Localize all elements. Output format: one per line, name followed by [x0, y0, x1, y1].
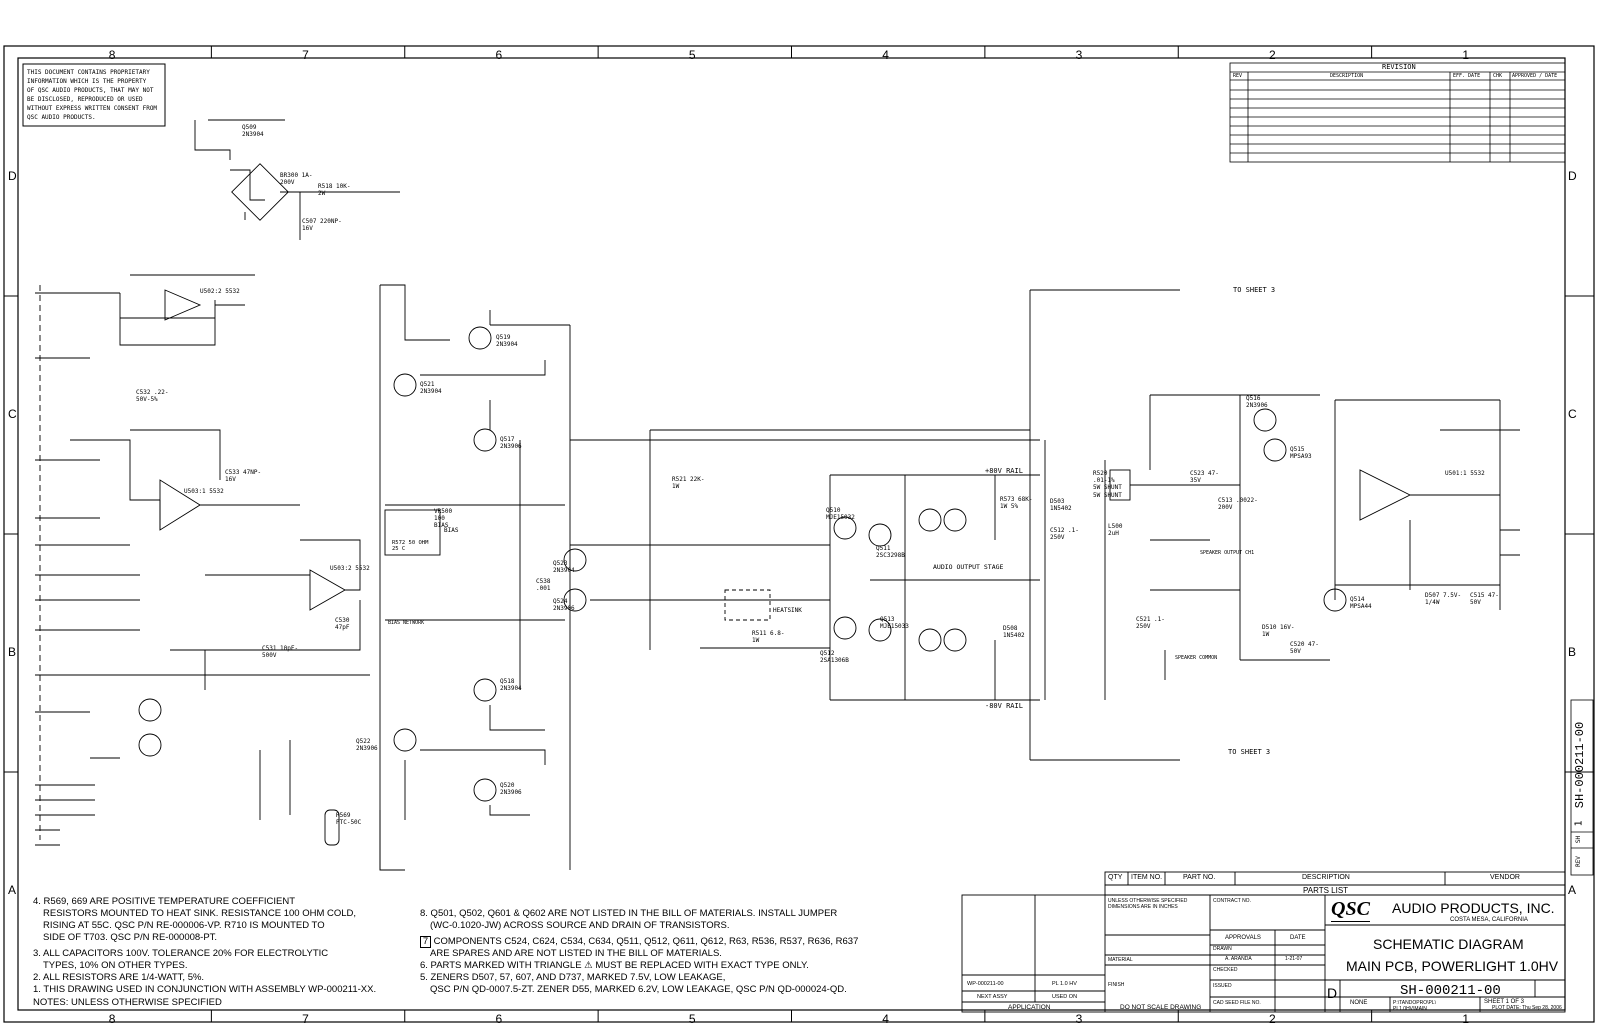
r572-label: R572 50 OHM 25 C — [392, 540, 429, 552]
note-3b: TYPES, 10% ON OTHER TYPES. — [43, 960, 188, 971]
u501-label: U501:1 5532 — [1445, 470, 1485, 477]
plot-date: PLOT DATE: Thu Sep 28, 2006 — [1492, 1005, 1562, 1011]
note-7a: COMPONENTS C524, C624, C534, C634, Q511, Q512, Q611, Q612, R63, R536, R537, R636, R637 — [433, 936, 859, 947]
note-5b: QSC P/N QD-0007.5-ZT. ZENER D55, MARKED 6.2V, LOW LEAKAGE, QSC P/N QD-000024-QD. — [430, 984, 847, 995]
to-sheet-3-bottom: TO SHEET 3 — [1228, 748, 1271, 756]
note-1: 1. THIS DRAWING USED IN CONJUNCTION WITH ASSEMBLY WP-000211-XX. — [33, 984, 377, 995]
vertical-sh: SH — [1575, 835, 1583, 844]
drawn-by: A. ARANDA — [1225, 956, 1252, 962]
approvals-label: APPROVALS — [1225, 935, 1261, 941]
drawing-title-1: SCHEMATIC DIAGRAM — [1373, 936, 1524, 952]
vertical-sheet: 1 — [1573, 820, 1585, 827]
c520-label: C520 47-50V — [1290, 641, 1319, 655]
qsc-logo: QSC — [1331, 898, 1370, 920]
zone-bottom-label: 2 — [1268, 1012, 1276, 1026]
note-7-box: 7 — [420, 936, 431, 948]
note-4d: SIDE OF T703. QSC P/N RE-000008-PT. — [43, 932, 218, 943]
q517-label: Q517 2N3906 — [500, 436, 522, 450]
q523-label: Q523 2N3904 — [553, 560, 575, 574]
c515-label: C515 47-50V — [1470, 592, 1499, 606]
revision-header-description: DESCRIPTION — [1330, 73, 1364, 79]
q519-label: Q519 2N3904 — [496, 334, 518, 348]
r511-label: R511 6.8-1W — [752, 630, 785, 644]
q513-label: Q513 MJE15033 — [880, 616, 909, 630]
parts-list-description: DESCRIPTION — [1302, 874, 1350, 881]
q511-label: Q511 2SC3298B — [876, 545, 905, 559]
q518-label: Q518 2N3904 — [500, 678, 522, 692]
zone-top-label: 2 — [1268, 48, 1276, 62]
zone-left-label: C — [8, 407, 17, 421]
zone-bottom-label: 7 — [302, 1012, 309, 1026]
q510-label: Q510 MJE15032 — [826, 507, 855, 521]
revision-header-rev: REV — [1233, 73, 1243, 79]
zone-top-label: 1 — [1462, 48, 1469, 62]
tolerances-text: UNLESS OTHERWISE SPECIFIED DIMENSIONS ARE IN INCHES — [1108, 898, 1188, 910]
next-assy-label: NEXT ASSY — [977, 994, 1008, 1000]
used-on-label: USED ON — [1052, 994, 1078, 1000]
zone-right-label: C — [1568, 407, 1577, 421]
audio-output-stage-label: AUDIO OUTPUT STAGE — [933, 563, 1004, 571]
br300-label: BR300 1A-200V — [280, 172, 313, 186]
u502-label: U502:2 5532 — [200, 288, 240, 295]
proprietary-line: QSC AUDIO PRODUCTS. — [27, 114, 96, 121]
r518-label: R518 10K-2W — [318, 183, 351, 197]
material-label: MATERIAL — [1108, 957, 1133, 963]
finish-label: FINISH — [1108, 982, 1125, 988]
sheet-value: SHEET 1 OF 3 — [1484, 999, 1524, 1005]
proprietary-line: THIS DOCUMENT CONTAINS PROPRIETARY — [27, 69, 150, 76]
cad-file-label: CAD SEED FILE NO. — [1213, 1000, 1261, 1006]
vertical-drawing-number: SH-000211-00 — [1573, 721, 1587, 809]
bias-label: BIAS — [444, 527, 459, 534]
c507-label: C507 220NP-16V — [302, 218, 342, 232]
d503-label: D503 1N5402 — [1050, 498, 1072, 512]
parts-list-item-no: ITEM NO. — [1131, 874, 1163, 881]
date-label: DATE — [1290, 935, 1306, 941]
r573-label: R573 68K-1W 5% — [1000, 496, 1033, 510]
parts-list-qty: QTY — [1108, 874, 1123, 881]
wp-number: WP-000211-00 — [967, 981, 1004, 987]
drawn-label: DRAWN — [1213, 946, 1232, 952]
size-value: D — [1327, 985, 1338, 1001]
contract-no-label: CONTRACT NO. — [1213, 898, 1251, 904]
c512-label: C512 .1-250V — [1050, 527, 1079, 541]
q520-label: Q520 2N3906 — [500, 782, 522, 796]
proprietary-line: OF QSC AUDIO PRODUCTS, THAT MAY NOT — [27, 87, 154, 94]
c533-label: C533 47NP-16V — [225, 469, 262, 483]
parts-list-title: PARTS LIST — [1303, 886, 1349, 895]
zone-right-label: B — [1568, 645, 1577, 659]
u503b-label: U503:2 5532 — [330, 565, 370, 572]
company-location: COSTA MESA, CALIFORNIA — [1450, 917, 1528, 923]
q516-label: Q516 2N3906 — [1246, 395, 1268, 409]
c531-label: C531 10pF-500V — [262, 645, 299, 659]
pl-number: PL 1.0 HV — [1052, 981, 1077, 987]
minus-rail-label: -80V RAIL — [985, 702, 1023, 710]
r520-label: R520 .01-1% 5W SHUNT — [1093, 470, 1122, 491]
zone-top-label: 4 — [882, 48, 889, 62]
zone-right-label: D — [1568, 169, 1577, 183]
u503a-label: U503:1 5532 — [184, 488, 224, 495]
proprietary-line: WITHOUT EXPRESS WRITTEN CONSENT FROM — [27, 105, 158, 112]
speaker-common-label: SPEAKER COMMON — [1175, 655, 1218, 661]
outer-border — [4, 46, 1594, 1022]
issued-label: ISSUED — [1213, 983, 1232, 989]
zone-top-label: 3 — [1075, 48, 1083, 62]
note-3a: 3. ALL CAPACITORS 100V. TOLERANCE 20% FOR ELECTROLYTIC — [33, 948, 329, 959]
zone-bottom-label: 5 — [688, 1012, 696, 1026]
q512-label: Q512 2SA1306B — [820, 650, 849, 664]
do-not-scale: DO NOT SCALE DRAWING — [1120, 1004, 1202, 1011]
c523-label: C523 47-35V — [1190, 470, 1219, 484]
inner-border — [18, 58, 1565, 1010]
note-7b: ARE SPARES AND ARE NOT LISTED IN THE BILL OF MATERIALS. — [430, 948, 722, 959]
drawn-date: 1-21-07 — [1285, 956, 1303, 962]
proprietary-line: INFORMATION WHICH IS THE PROPERTY — [27, 78, 147, 85]
proprietary-notice — [27, 68, 157, 122]
zone-bottom-label: 4 — [882, 1012, 889, 1026]
r521-label: R521 22K-1W — [672, 476, 705, 490]
schematic-wiring — [35, 120, 1520, 870]
note-7 — [420, 936, 858, 948]
parts-list-vendor: VENDOR — [1490, 874, 1520, 881]
plus-rail-label: +80V RAIL — [985, 467, 1023, 475]
zone-bottom-label: 6 — [495, 1012, 503, 1026]
c532-label: C532 .22-50V-5% — [136, 389, 169, 403]
note-4c: RISING AT 55C. QSC P/N RE-000006-VP. R710 IS MOUNTED TO — [43, 920, 325, 931]
revision-header-chk: CHK — [1493, 73, 1503, 79]
scale-value: NONE — [1350, 1000, 1368, 1006]
revision-title: REVISION — [1382, 63, 1416, 71]
heatsink-label: HEATSINK — [773, 607, 802, 614]
q509-label: Q509 2N3904 — [242, 124, 264, 138]
note-6: 6. PARTS MARKED WITH TRIANGLE ⚠ MUST BE REPLACED WITH EXACT TYPE ONLY. — [420, 960, 809, 971]
q515-label: Q515 MPSA93 — [1290, 446, 1312, 460]
company-name: AUDIO PRODUCTS, INC. — [1392, 900, 1555, 916]
r569-label: R569 PTC-50C — [336, 812, 362, 826]
note-8a: 8. Q501, Q502, Q601 & Q602 ARE NOT LISTED IN THE BILL OF MATERIALS. INSTALL JUMPER — [420, 908, 838, 919]
drawing-number: SH-000211-00 — [1400, 983, 1501, 999]
speaker-output-label: SPEAKER OUTPUT CH1 — [1200, 550, 1255, 556]
zone-bottom-label: 8 — [108, 1012, 116, 1026]
d510-label: D510 16V-1W — [1262, 624, 1295, 638]
note-8b: (WC-0.1020-JW) ACROSS SOURCE AND DRAIN OF TRANSISTORS. — [430, 920, 730, 931]
parts-list-part-no: PART NO. — [1183, 874, 1216, 881]
notes-block-right — [420, 908, 858, 996]
c530-label: C530 47pF — [335, 617, 350, 631]
q514-label: Q514 MPSA44 — [1350, 596, 1372, 610]
note-4a: 4. R569, 669 ARE POSITIVE TEMPERATURE COEFFICIENT — [33, 896, 296, 907]
c513-label: C513 .0022-200V — [1218, 497, 1258, 511]
zone-bottom-label: 3 — [1075, 1012, 1083, 1026]
notes-block — [33, 896, 376, 1009]
notes-heading: NOTES: UNLESS OTHERWISE SPECIFIED — [33, 997, 222, 1008]
d507-label: D507 7.5V-1/4W — [1425, 592, 1462, 606]
d508-label: D508 1N5402 — [1003, 625, 1025, 639]
revision-header-eff-date: EFF. DATE — [1453, 73, 1481, 79]
path-value: P:\TANDOPRO\PL\ PL1.0HV\MAIN — [1393, 1000, 1436, 1012]
proprietary-line: BE DISCLOSED, REPRODUCED OR USED — [27, 96, 143, 103]
c538-label: C538 .001 — [536, 578, 551, 592]
vr500-label: VR500 100 BIAS — [434, 508, 453, 529]
zone-bottom-label: 1 — [1462, 1012, 1469, 1026]
zone-left-label: B — [8, 645, 17, 659]
zone-top-label: 6 — [495, 48, 503, 62]
zone-left-label: A — [8, 883, 17, 897]
c521-label: C521 .1-250V — [1136, 616, 1165, 630]
checked-label: CHECKED — [1213, 967, 1238, 973]
q521-label: Q521 2N3904 — [420, 381, 442, 395]
l500-label: L500 2uH — [1108, 523, 1123, 537]
shunt-label: 5W SHUNT — [1093, 492, 1122, 499]
zone-top-label: 8 — [108, 48, 116, 62]
q522-label: Q522 2N3906 — [356, 738, 378, 752]
bias-network-label: BIAS NETWORK — [388, 620, 425, 626]
revision-header-approved: APPROVED / DATE — [1512, 73, 1558, 79]
application-label: APPLICATION — [1008, 1004, 1051, 1011]
drawing-title-2: MAIN PCB, POWERLIGHT 1.0HV — [1346, 958, 1559, 974]
vertical-rev: REV — [1574, 856, 1582, 867]
note-2: 2. ALL RESISTORS ARE 1/4-WATT, 5%. — [33, 972, 205, 983]
zone-left-label: D — [8, 169, 17, 183]
zone-right-label: A — [1568, 883, 1577, 897]
note-4b: RESISTORS MOUNTED TO HEAT SINK. RESISTANCE 100 OHM COLD, — [43, 908, 357, 919]
zone-top-label: 5 — [688, 48, 696, 62]
q524-label: Q524 2N3906 — [553, 598, 575, 612]
note-5a: 5. ZENERS D507, 57, 607, AND D737, MARKED 7.5V, LOW LEAKAGE, — [420, 972, 726, 983]
to-sheet-3-top: TO SHEET 3 — [1233, 286, 1276, 294]
zone-top-label: 7 — [302, 48, 309, 62]
